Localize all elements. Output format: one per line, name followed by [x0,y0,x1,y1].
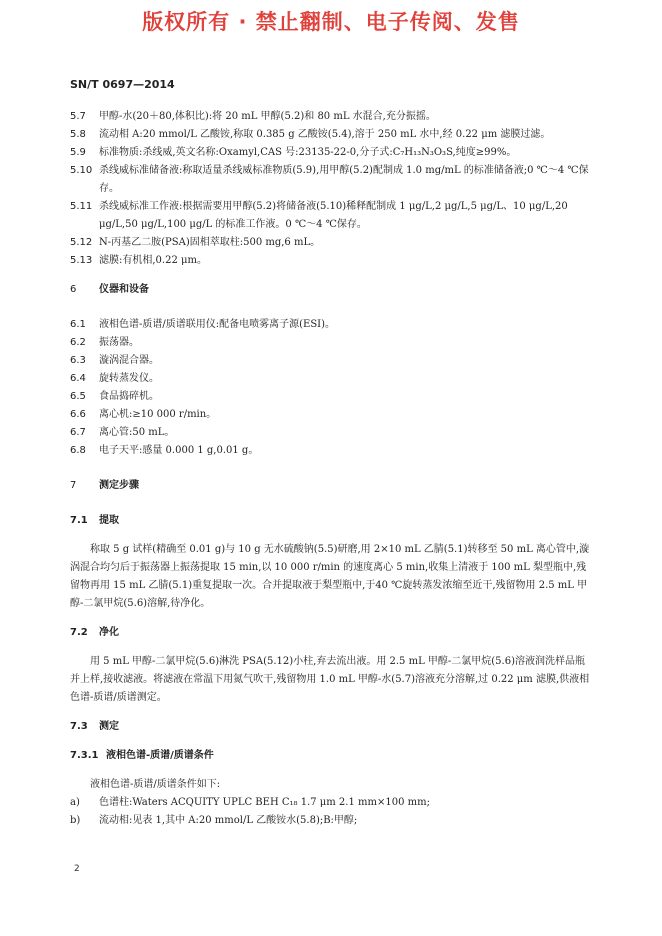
section-title: 仪器和设备 [99,284,149,295]
subsection-number: 7.2 [70,627,88,638]
list-label: a) [70,797,80,808]
clause-text: 离心机:≥10 000 r/min。 [99,409,217,420]
clause-text: 漩涡混合器。 [99,355,159,366]
document-body [70,108,590,830]
clause-6-4 [70,370,590,388]
clause-5-11 [70,198,590,234]
subsection-7-2-heading [70,624,590,642]
clause-5-7 [70,108,590,126]
clause-number: 5.7 [70,111,86,122]
section-number: 7 [70,480,77,491]
clause-5-8 [70,126,590,144]
section-6-heading [70,281,590,299]
clause-5-12 [70,234,590,252]
clause-text: 标准物质:杀线威,英文名称:Oxamyl,CAS 号:23135-22-0,分子式:C₇H₁₃N₃O₃S,纯度≥99%。 [99,147,517,158]
standard-code-header: SN/T 0697—2014 [70,78,175,91]
copyright-watermark: 版权所有 · 禁止翻制、电子传阅、发售 [142,10,520,34]
page-number: 2 [74,864,80,874]
clause-number: 6.7 [70,427,86,438]
clause-6-7 [70,424,590,442]
clause-number: 6.5 [70,391,86,402]
extraction-paragraph: 称取 5 g 试样(精确至 0.01 g)与 10 g 无水硫酸钠(5.5)研磨,用 2×10 mL 乙腈(5.1)转移至 50 mL 离心管中,漩涡混合均匀后于振荡器上振荡提取 15 min,以 10 000 r/min 的速度离心 5 min,收集上清液于 100 mL 梨型瓶中,残留物再用 15 mL 乙腈(5.1)重复提取一次。合并提取液于梨型瓶中,于40 ℃旋转蒸发浓缩至近干,残留物用 2.5 mL 甲醇-二氯甲烷(5.6)溶解,待净化。 [70,544,590,609]
subsection-title: 测定 [99,721,119,732]
cleanup-paragraph: 用 5 mL 甲醇-二氯甲烷(5.6)淋洗 PSA(5.12)小柱,弃去流出液。用 2.5 mL 甲醇-二氯甲烷(5.6)溶液润洗样品瓶并上样,接收滤液。将滤液在常温下用氮气吹干,残留物用 1.0 mL 甲醇-水(5.7)溶液充分溶解,过 0.22 μm 滤膜,供液相色谱-质谱/质谱测定。 [70,656,590,703]
clause-number: 5.9 [70,147,86,158]
section-7-heading [70,477,590,495]
clause-number: 5.10 [70,165,93,176]
clause-number: 6.6 [70,409,86,420]
subsection-title: 提取 [99,515,119,526]
clause-text: 杀线威标准储备液:称取适量杀线威标准物质(5.9),用甲醇(5.2)配制成 1.0 mg/mL 的标准储备液;0 ℃～4 ℃保存。 [99,165,589,194]
clause-text: 杀线威标准工作液:根据需要用甲醇(5.2)将储备液(5.10)稀释配制成 1 μg/L,2 μg/L,5 μg/L、10 μg/L,20 μg/L,50 μg/L,100 μg/L 的标准工作液。0 ℃～4 ℃保存。 [99,201,568,230]
clause-6-1 [70,316,590,334]
section-title: 测定步骤 [99,480,139,491]
lc-msms-intro: 液相色谱-质谱/质谱条件如下: [90,779,221,790]
list-item [70,794,590,812]
clause-number: 6.2 [70,337,86,348]
list-text: 流动相:见表 1,其中 A:20 mmol/L 乙酸铵水(5.8);B:甲醇; [99,815,358,826]
clause-number: 5.11 [70,201,93,212]
subsection-number: 7.3 [70,721,88,732]
list-text: 色谱柱:Waters ACQUITY UPLC BEH C₁₈ 1.7 μm 2.1 mm×100 mm; [99,797,430,808]
clause-number: 6.3 [70,355,86,366]
clause-text: N-丙基乙二胺(PSA)固相萃取柱:500 mg,6 mL。 [99,237,321,248]
clause-text: 滤膜:有机相,0.22 μm。 [99,255,207,266]
subsection-7-3-heading [70,718,590,736]
clause-6-2 [70,334,590,352]
subsection-title: 液相色谱-质谱/质谱条件 [106,750,214,761]
clause-text: 离心管:50 mL。 [99,427,175,438]
section-number: 6 [70,284,77,295]
clause-6-8 [70,442,590,460]
subsection-7-1-heading [70,512,590,530]
clause-5-13 [70,252,590,270]
clause-text: 食品捣碎机。 [99,391,159,402]
clause-number: 6.8 [70,445,86,456]
clause-text: 甲醇-水(20＋80,体积比):将 20 mL 甲醇(5.2)和 80 mL 水混合,充分振摇。 [99,111,436,122]
subsection-title: 净化 [99,627,119,638]
list-label: b) [70,815,81,826]
subsection-number: 7.1 [70,515,88,526]
clause-6-3 [70,352,590,370]
clause-number: 5.13 [70,255,93,266]
list-item [70,812,590,830]
clause-text: 旋转蒸发仪。 [99,373,159,384]
clause-text: 流动相 A:20 mmol/L 乙酸铵,称取 0.385 g 乙酸铵(5.4),溶于 250 mL 水中,经 0.22 μm 滤膜过滤。 [99,129,551,140]
clause-text: 电子天平:感量 0.000 1 g,0.01 g。 [99,445,259,456]
subsection-7-3-1-heading [70,747,590,765]
clause-number: 6.4 [70,373,86,384]
clause-6-5 [70,388,590,406]
clause-number: 5.8 [70,129,86,140]
clause-5-9 [70,144,590,162]
clause-text: 液相色谱-质谱/质谱联用仪:配备电喷雾离子源(ESI)。 [99,319,336,330]
clause-text: 振荡器。 [99,337,139,348]
clause-number: 5.12 [70,237,93,248]
clause-6-6 [70,406,590,424]
clause-number: 6.1 [70,319,86,330]
clause-5-10 [70,162,590,198]
subsection-number: 7.3.1 [70,750,99,761]
